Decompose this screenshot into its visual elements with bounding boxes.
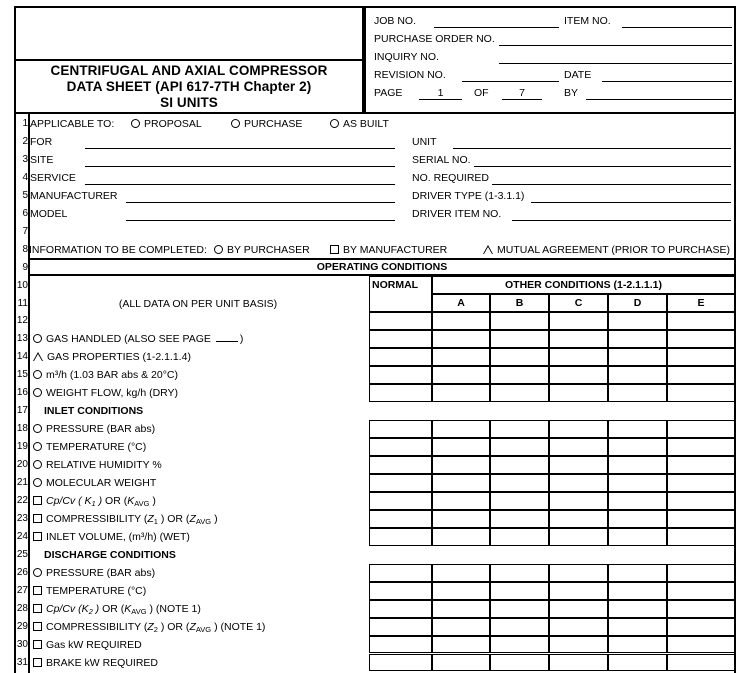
- row-number-15: 15: [16, 369, 28, 381]
- triangle-icon[interactable]: [33, 352, 43, 361]
- table-cell-r23-cE[interactable]: [667, 510, 735, 528]
- form-title: [16, 59, 362, 112]
- checkbox-square-icon[interactable]: [33, 604, 42, 613]
- table-cell-r30-cB[interactable]: [490, 636, 549, 654]
- table-cell-r23-cC[interactable]: [549, 510, 608, 528]
- by-input[interactable]: [586, 99, 732, 100]
- table-cell-r12-cB[interactable]: [490, 312, 549, 330]
- driver-item-no-input[interactable]: [512, 220, 731, 221]
- radio-circle-icon[interactable]: [33, 370, 42, 379]
- row-number-11: 11: [17, 297, 28, 309]
- checkbox-square-icon[interactable]: [33, 496, 42, 505]
- manufacturer-input[interactable]: [126, 202, 395, 203]
- radio-circle-icon[interactable]: [33, 442, 42, 451]
- info-by-purchaser[interactable]: [214, 241, 310, 259]
- param-label-20: RELATIVE HUMIDITY %: [46, 459, 162, 472]
- param-label-29: COMPRESSIBILITY ($Z_2$ ) OR ($Z_{AVG}$ ) (NOTE 1): [46, 620, 266, 634]
- table-cell-r14-cD[interactable]: [608, 348, 667, 366]
- table-cell-r28-cB[interactable]: [490, 600, 549, 618]
- service-input[interactable]: [85, 184, 395, 185]
- radio-circle-icon[interactable]: [131, 119, 140, 128]
- table-header-col-D-label: D: [633, 296, 642, 309]
- header-row-inquiry: [374, 48, 728, 66]
- row-number-21: 21: [16, 477, 28, 488]
- info-mutual-agreement[interactable]: [483, 241, 730, 259]
- param-label-30: Gas kW REQUIRED: [46, 638, 142, 651]
- table-cell-r21-cE[interactable]: [667, 474, 735, 492]
- table-cell-r13-cD[interactable]: [608, 330, 667, 348]
- table-cell-r20-cE[interactable]: [667, 456, 735, 474]
- param-row-15[interactable]: [33, 366, 178, 384]
- table-cell-r12-cE[interactable]: [667, 312, 735, 330]
- option-proposal[interactable]: [131, 115, 202, 133]
- row-number-22: 22: [16, 494, 28, 506]
- table-cell-r31-cC[interactable]: [549, 654, 608, 672]
- param-row-20[interactable]: [33, 456, 162, 474]
- table-cell-r26-cB[interactable]: [490, 564, 549, 582]
- table-cell-r20-cnormal[interactable]: [369, 456, 432, 474]
- table-cell-r23-cA[interactable]: [432, 510, 490, 528]
- model-input[interactable]: [126, 220, 395, 221]
- table-cell-r27-cA[interactable]: [432, 582, 490, 600]
- driver-type-input[interactable]: [531, 202, 731, 203]
- table-cell-r20-cA[interactable]: [432, 456, 490, 474]
- table-cell-r13-cB[interactable]: [490, 330, 549, 348]
- table-cell-r13-cE[interactable]: [667, 330, 735, 348]
- row-number-13: 13: [16, 333, 28, 345]
- radio-circle-icon[interactable]: [231, 119, 240, 128]
- table-cell-r15-cC[interactable]: [549, 366, 608, 384]
- row-number-4: 4: [22, 171, 28, 183]
- table-header-other-conditions-label: OTHER CONDITIONS (1-2.1.1.1): [505, 279, 662, 291]
- param-label-25: DISCHARGE CONDITIONS: [44, 548, 176, 561]
- table-cell-r24-cE[interactable]: [667, 528, 735, 546]
- table-cell-r28-cnormal[interactable]: [369, 600, 432, 618]
- info-mutual-label: MUTUAL AGREEMENT (PRIOR TO PURCHASE): [497, 244, 730, 256]
- table-cell-r22-cE[interactable]: [667, 492, 735, 510]
- param-label-24: INLET VOLUME, (m³/h) (WET): [46, 530, 190, 543]
- row-number-30: 30: [16, 638, 28, 650]
- option-purchase[interactable]: [231, 115, 302, 133]
- table-cell-r13-cA[interactable]: [432, 330, 490, 348]
- table-cell-r18-cD[interactable]: [608, 420, 667, 438]
- revision-no-input[interactable]: [462, 81, 559, 82]
- param-label-15: m³/h (1.03 BAR abs & 20°C): [46, 369, 178, 382]
- table-cell-r13-cnormal[interactable]: [369, 330, 432, 348]
- table-cell-r29-cE[interactable]: [667, 618, 735, 636]
- table-cell-r21-cnormal[interactable]: [369, 474, 432, 492]
- table-cell-r19-cE[interactable]: [667, 438, 735, 456]
- table-cell-r28-cE[interactable]: [667, 600, 735, 618]
- param-row-27[interactable]: [33, 582, 146, 600]
- table-cell-r18-cnormal[interactable]: [369, 420, 432, 438]
- param-row-25: [44, 546, 176, 564]
- job-no-label: JOB NO.: [374, 15, 417, 27]
- applicable-to-row: [30, 115, 114, 133]
- row-number-9: 9: [22, 261, 28, 273]
- radio-circle-icon[interactable]: [33, 478, 42, 487]
- title-line-2: DATA SHEET (API 617-7TH Chapter 2): [66, 78, 312, 94]
- param-row-21[interactable]: [33, 474, 156, 492]
- table-cell-r16-cC[interactable]: [549, 384, 608, 402]
- param-label-18: PRESSURE (BAR abs): [46, 423, 156, 436]
- table-cell-r27-cB[interactable]: [490, 582, 549, 600]
- table-cell-r27-cC[interactable]: [549, 582, 608, 600]
- row-number-7: 7: [22, 225, 28, 237]
- option-as-built-label: AS BUILT: [343, 118, 389, 130]
- revision-no-label: REVISION NO.: [374, 69, 446, 81]
- operating-conditions-band: [28, 258, 736, 276]
- table-header-normal-label: NORMAL: [372, 279, 419, 291]
- table-cell-r16-cB[interactable]: [490, 384, 549, 402]
- table-cell-r26-cnormal[interactable]: [369, 564, 432, 582]
- table-cell-r21-cB[interactable]: [490, 474, 549, 492]
- checkbox-square-icon[interactable]: [330, 245, 339, 254]
- option-as-built[interactable]: [330, 115, 389, 133]
- param-label-13: GAS HANDLED (ALSO SEE PAGE ): [46, 333, 244, 346]
- table-cell-r27-cE[interactable]: [667, 582, 735, 600]
- unit-input[interactable]: [453, 148, 731, 149]
- driver-type-label: DRIVER TYPE (1-3.1.1): [412, 190, 525, 202]
- row-number-18: 18: [16, 423, 28, 435]
- table-cell-r26-cA[interactable]: [432, 564, 490, 582]
- radio-circle-icon[interactable]: [33, 568, 42, 577]
- table-cell-r26-cE[interactable]: [667, 564, 735, 582]
- header-meta-block: [364, 6, 736, 114]
- table-cell-r30-cE[interactable]: [667, 636, 735, 654]
- table-cell-r18-cE[interactable]: [667, 420, 735, 438]
- param-row-24[interactable]: [33, 528, 190, 546]
- table-cell-r22-cnormal[interactable]: [369, 492, 432, 510]
- table-cell-r29-cnormal[interactable]: [369, 618, 432, 636]
- table-cell-r26-cD[interactable]: [608, 564, 667, 582]
- table-cell-r29-cB[interactable]: [490, 618, 549, 636]
- table-cell-r31-cD[interactable]: [608, 654, 667, 672]
- table-header-col-B-label: B: [515, 296, 524, 309]
- table-cell-r28-cA[interactable]: [432, 600, 490, 618]
- checkbox-square-icon[interactable]: [33, 514, 42, 523]
- table-cell-r18-cB[interactable]: [490, 420, 549, 438]
- info-by-purchaser-label: BY PURCHASER: [227, 244, 310, 256]
- date-label: DATE: [564, 69, 592, 81]
- checkbox-square-icon[interactable]: [33, 658, 42, 667]
- table-cell-r22-cB[interactable]: [490, 492, 549, 510]
- table-cell-r13-cC[interactable]: [549, 330, 608, 348]
- site-input[interactable]: [85, 166, 395, 167]
- table-cell-r16-cD[interactable]: [608, 384, 667, 402]
- table-cell-r18-cC[interactable]: [549, 420, 608, 438]
- row-number-14: 14: [16, 351, 28, 363]
- table-cell-r29-cD[interactable]: [608, 618, 667, 636]
- param-label-14: GAS PROPERTIES (1-2.1.1.4): [47, 351, 191, 364]
- table-cell-r15-cB[interactable]: [490, 366, 549, 384]
- table-cell-r19-cB[interactable]: [490, 438, 549, 456]
- table-cell-r15-cA[interactable]: [432, 366, 490, 384]
- row-number-19: 19: [16, 441, 28, 453]
- table-cell-r24-cC[interactable]: [549, 528, 608, 546]
- table-cell-r19-cnormal[interactable]: [369, 438, 432, 456]
- table-cell-r19-cD[interactable]: [608, 438, 667, 456]
- manufacturer-label: MANUFACTURER: [30, 190, 118, 202]
- info-by-manufacturer-label: BY MANUFACTURER: [343, 244, 448, 256]
- table-cell-r14-cE[interactable]: [667, 348, 735, 366]
- table-cell-r31-cA[interactable]: [432, 654, 490, 672]
- param-label-27: TEMPERATURE (°C): [46, 584, 147, 597]
- row-number-12: 12: [16, 315, 28, 327]
- inquiry-no-label: INQUIRY NO.: [374, 51, 439, 63]
- header-row-po: [374, 30, 728, 48]
- info-completed-label: INFORMATION TO BE COMPLETED:: [29, 244, 207, 256]
- param-row-28[interactable]: [33, 600, 201, 618]
- header-row-job: [374, 12, 728, 30]
- row-number-1: 1: [22, 118, 28, 129]
- item-no-label: ITEM NO.: [564, 15, 611, 27]
- row-number-24: 24: [16, 530, 28, 542]
- table-cell-r19-cA[interactable]: [432, 438, 490, 456]
- table-cell-r22-cA[interactable]: [432, 492, 490, 510]
- radio-circle-icon[interactable]: [330, 119, 339, 128]
- checkbox-square-icon[interactable]: [33, 622, 42, 631]
- param-label-28: Cp/Cv ($K_2$ ) OR ($K_{AVG}$ ) (NOTE 1): [46, 602, 201, 616]
- row-number-27: 27: [16, 584, 28, 596]
- service-label: SERVICE: [30, 172, 76, 184]
- table-cell-r23-cB[interactable]: [490, 510, 549, 528]
- table-cell-r14-cC[interactable]: [549, 348, 608, 366]
- radio-circle-icon[interactable]: [33, 334, 42, 343]
- row-number-31: 31: [16, 656, 28, 668]
- table-cell-r21-cC[interactable]: [549, 474, 608, 492]
- param-row-29[interactable]: [33, 618, 265, 636]
- unit-label: UNIT: [412, 136, 437, 148]
- table-cell-r30-cnormal[interactable]: [369, 636, 432, 654]
- serial-no-input[interactable]: [474, 166, 731, 167]
- checkbox-square-icon[interactable]: [33, 586, 42, 595]
- table-cell-r12-cD[interactable]: [608, 312, 667, 330]
- info-by-manufacturer[interactable]: [330, 241, 447, 259]
- param-row-22[interactable]: [33, 492, 156, 510]
- table-cell-r31-cE[interactable]: [667, 654, 735, 672]
- param-label-23: COMPRESSIBILITY ($Z_1$ ) OR ($Z_{AVG}$ ): [46, 512, 218, 526]
- serial-no-label: SERIAL NO.: [412, 154, 471, 166]
- table-cell-r15-cD[interactable]: [608, 366, 667, 384]
- row-number-20: 20: [16, 459, 28, 471]
- table-cell-r24-cB[interactable]: [490, 528, 549, 546]
- driver-item-no-label: DRIVER ITEM NO.: [412, 208, 502, 220]
- per-unit-basis-note: (ALL DATA ON PER UNIT BASIS): [118, 298, 278, 310]
- header-row-revision: [374, 66, 728, 84]
- table-cell-r30-cC[interactable]: [549, 636, 608, 654]
- param-row-16[interactable]: [33, 384, 178, 402]
- row-number-6: 6: [22, 207, 28, 219]
- table-cell-r30-cA[interactable]: [432, 636, 490, 654]
- page-label: PAGE: [374, 87, 403, 99]
- param-label-31: BRAKE kW REQUIRED: [46, 656, 159, 669]
- param-row-13[interactable]: [33, 330, 243, 348]
- row-number-17: 17: [16, 405, 28, 417]
- table-cell-r20-cC[interactable]: [549, 456, 608, 474]
- table-cell-r16-cnormal[interactable]: [369, 384, 432, 402]
- for-label: FOR: [30, 136, 53, 148]
- table-cell-r16-cE[interactable]: [667, 384, 735, 402]
- table-cell-r27-cnormal[interactable]: [369, 582, 432, 600]
- row-number-2: 2: [22, 135, 28, 147]
- row-number-3: 3: [22, 153, 28, 165]
- row-number-23: 23: [16, 512, 28, 524]
- table-cell-r22-cD[interactable]: [608, 492, 667, 510]
- row-number-10: 10: [16, 279, 28, 291]
- row-number-5: 5: [22, 189, 28, 201]
- param-row-17: [44, 402, 143, 420]
- table-header-col-E-label: E: [697, 296, 705, 309]
- title-line-1: CENTRIFUGAL AND AXIAL COMPRESSOR: [50, 62, 328, 78]
- page-number-value: 1: [437, 87, 444, 99]
- site-label: SITE: [30, 154, 54, 166]
- table-cell-r20-cD[interactable]: [608, 456, 667, 474]
- table-cell-r14-cnormal[interactable]: [369, 348, 432, 366]
- param-row-31[interactable]: [33, 654, 158, 672]
- table-cell-r22-cC[interactable]: [549, 492, 608, 510]
- of-label: OF: [474, 87, 489, 99]
- header-row-page: [374, 84, 728, 102]
- table-cell-r18-cA[interactable]: [432, 420, 490, 438]
- table-cell-r23-cD[interactable]: [608, 510, 667, 528]
- param-label-17: INLET CONDITIONS: [44, 405, 144, 418]
- table-cell-r20-cB[interactable]: [490, 456, 549, 474]
- table-cell-r29-cC[interactable]: [549, 618, 608, 636]
- table-cell-r26-cC[interactable]: [549, 564, 608, 582]
- page-number-input[interactable]: [419, 99, 462, 100]
- radio-circle-icon[interactable]: [33, 424, 42, 433]
- model-label: MODEL: [30, 208, 68, 220]
- table-cell-r31-cnormal[interactable]: [369, 654, 432, 672]
- option-purchase-label: PURCHASE: [244, 118, 303, 130]
- row-number-29: 29: [16, 620, 28, 632]
- table-cell-r24-cnormal[interactable]: [369, 528, 432, 546]
- table-cell-r29-cA[interactable]: [432, 618, 490, 636]
- table-cell-r16-cA[interactable]: [432, 384, 490, 402]
- by-label: BY: [564, 87, 579, 99]
- checkbox-square-icon[interactable]: [33, 532, 42, 541]
- for-input[interactable]: [85, 148, 395, 149]
- no-required-input[interactable]: [492, 184, 731, 185]
- table-cell-r12-cC[interactable]: [549, 312, 608, 330]
- table-cell-r31-cB[interactable]: [490, 654, 549, 672]
- job-no-input[interactable]: [434, 27, 559, 28]
- param-row-18[interactable]: [33, 420, 155, 438]
- row-number-8: 8: [22, 243, 28, 255]
- purchase-order-no-label: PURCHASE ORDER NO.: [374, 33, 495, 45]
- option-proposal-label: PROPOSAL: [144, 118, 202, 130]
- param-row-30[interactable]: [33, 636, 142, 654]
- title-line-3: SI UNITS: [160, 94, 218, 110]
- table-cell-r28-cC[interactable]: [549, 600, 608, 618]
- triangle-icon[interactable]: [483, 245, 493, 254]
- table-cell-r12-cA[interactable]: [432, 312, 490, 330]
- applicable-to-label: APPLICABLE TO:: [30, 118, 115, 130]
- table-cell-r15-cnormal[interactable]: [369, 366, 432, 384]
- checkbox-square-icon[interactable]: [33, 640, 42, 649]
- operating-conditions-label: OPERATING CONDITIONS: [316, 261, 448, 273]
- page-total-value: 7: [519, 87, 525, 99]
- date-input[interactable]: [602, 81, 732, 82]
- param-label-19: TEMPERATURE (°C): [46, 441, 147, 454]
- param-row-23[interactable]: [33, 510, 218, 528]
- row-number-16: 16: [16, 387, 28, 399]
- table-cell-r15-cE[interactable]: [667, 366, 735, 384]
- table-header-col-A-label: A: [457, 296, 465, 309]
- param-row-26[interactable]: [33, 564, 155, 582]
- purchase-order-no-input[interactable]: [499, 45, 732, 46]
- table-cell-r24-cD[interactable]: [608, 528, 667, 546]
- table-cell-r28-cD[interactable]: [608, 600, 667, 618]
- table-cell-r24-cA[interactable]: [432, 528, 490, 546]
- table-cell-r21-cD[interactable]: [608, 474, 667, 492]
- item-no-input[interactable]: [622, 27, 732, 28]
- table-cell-r14-cA[interactable]: [432, 348, 490, 366]
- row-number-25: 25: [16, 548, 28, 560]
- table-cell-r30-cD[interactable]: [608, 636, 667, 654]
- param-row-19[interactable]: [33, 438, 146, 456]
- page-total-input[interactable]: [502, 99, 542, 100]
- table-cell-r21-cA[interactable]: [432, 474, 490, 492]
- table-cell-r19-cC[interactable]: [549, 438, 608, 456]
- param-label-21: MOLECULAR WEIGHT: [46, 477, 157, 489]
- table-cell-r14-cB[interactable]: [490, 348, 549, 366]
- param-row-14[interactable]: [33, 348, 191, 366]
- table-cell-r27-cD[interactable]: [608, 582, 667, 600]
- title-block: [14, 6, 364, 114]
- param-label-26: PRESSURE (BAR abs): [46, 566, 156, 579]
- no-required-label: NO. REQUIRED: [412, 172, 490, 184]
- table-cell-r23-cnormal[interactable]: [369, 510, 432, 528]
- param-label-22: Cp/Cv ( $K_1$ ) OR ($K_{AVG}$ ): [46, 494, 156, 508]
- inquiry-no-input[interactable]: [499, 63, 732, 64]
- row-number-28: 28: [16, 602, 28, 614]
- radio-circle-icon[interactable]: [33, 388, 42, 397]
- table-cell-r12-cnormal[interactable]: [369, 312, 432, 330]
- radio-circle-icon[interactable]: [33, 460, 42, 469]
- table-header-col-C-label: C: [574, 296, 583, 309]
- param-label-16: WEIGHT FLOW, kg/h (DRY): [46, 387, 179, 400]
- row-number-26: 26: [16, 566, 28, 578]
- radio-circle-icon[interactable]: [214, 245, 223, 254]
